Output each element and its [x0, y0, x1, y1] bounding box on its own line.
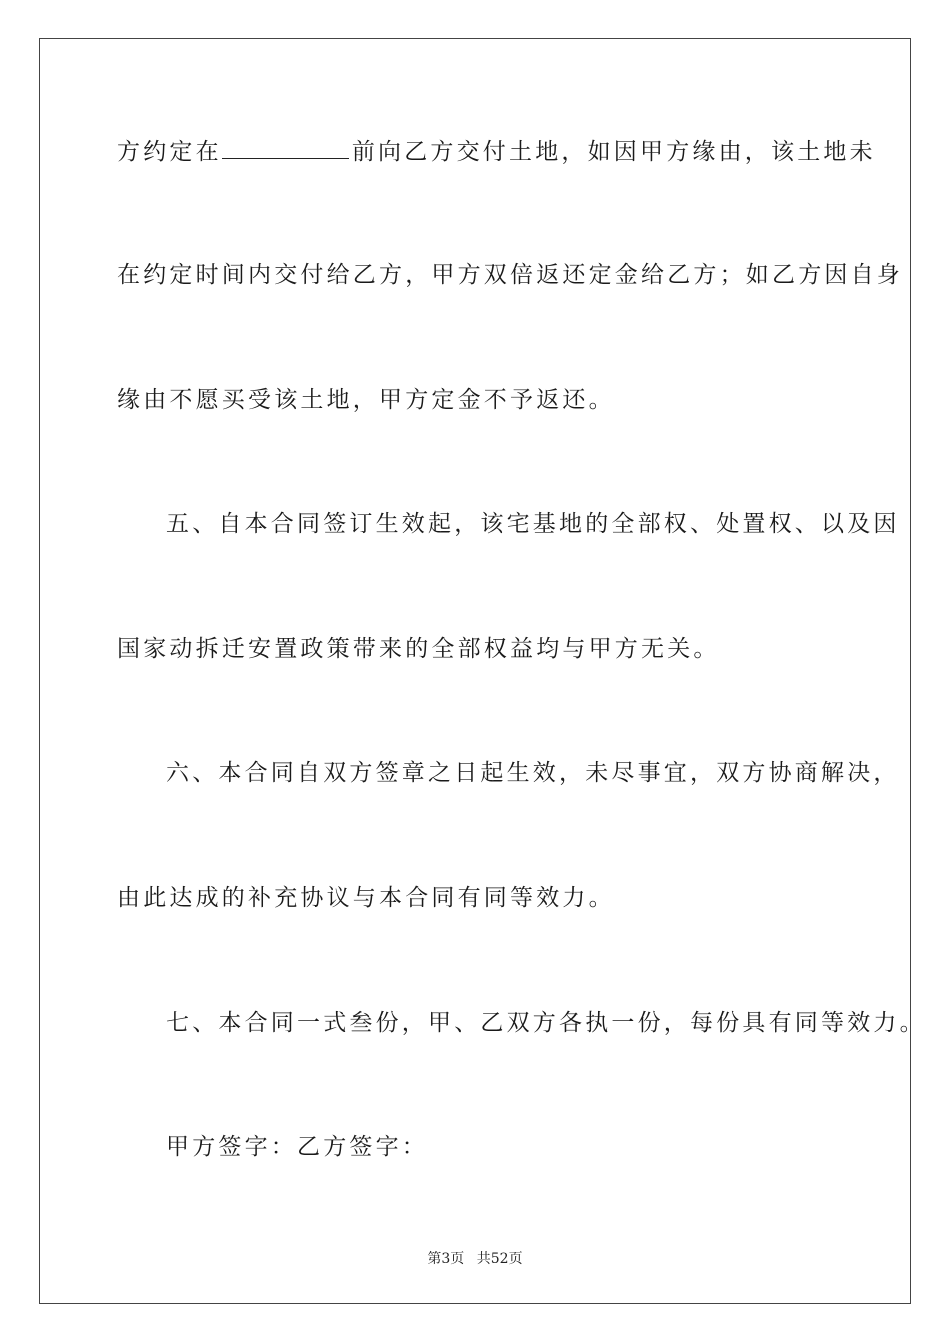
clause-6-line-1: 六、本合同自双方签章之日起生效，未尽事宜，双方协商解决，: [166, 760, 900, 786]
clause-5-line-2: 国家动拆迁安置政策带来的全部权益均与甲方无关。: [117, 636, 720, 662]
fill-in-blank: [222, 136, 349, 159]
paragraph-line-2: 在约定时间内交付给乙方，甲方双倍返还定金给乙方；如乙方因自身: [117, 262, 903, 288]
clause-7-line-1: 七、本合同一式叁份，甲、乙双方各执一份，每份具有同等效力。: [166, 1010, 926, 1036]
signature-line: 甲方签字：乙方签字：: [166, 1134, 428, 1160]
line-1-text-before-blank: 方约定在: [117, 139, 222, 165]
clause-5-line-1: 五、自本合同签订生效起，该宅基地的全部权、处置权、以及因: [166, 511, 900, 537]
page-footer: [0, 1248, 950, 1268]
clause-6-line-2: 由此达成的补充协议与本合同有同等效力。: [117, 885, 615, 911]
line-1-text-after-blank: 前向乙方交付土地，如因甲方缘由，该土地未: [351, 139, 876, 165]
paragraph-line-1: [117, 136, 876, 167]
page-border: [39, 38, 911, 1304]
page-number: 第3页: [427, 1251, 465, 1267]
paragraph-line-3: 缘由不愿买受该土地，甲方定金不予返还。: [117, 387, 615, 413]
total-pages: 共52页: [476, 1251, 523, 1267]
